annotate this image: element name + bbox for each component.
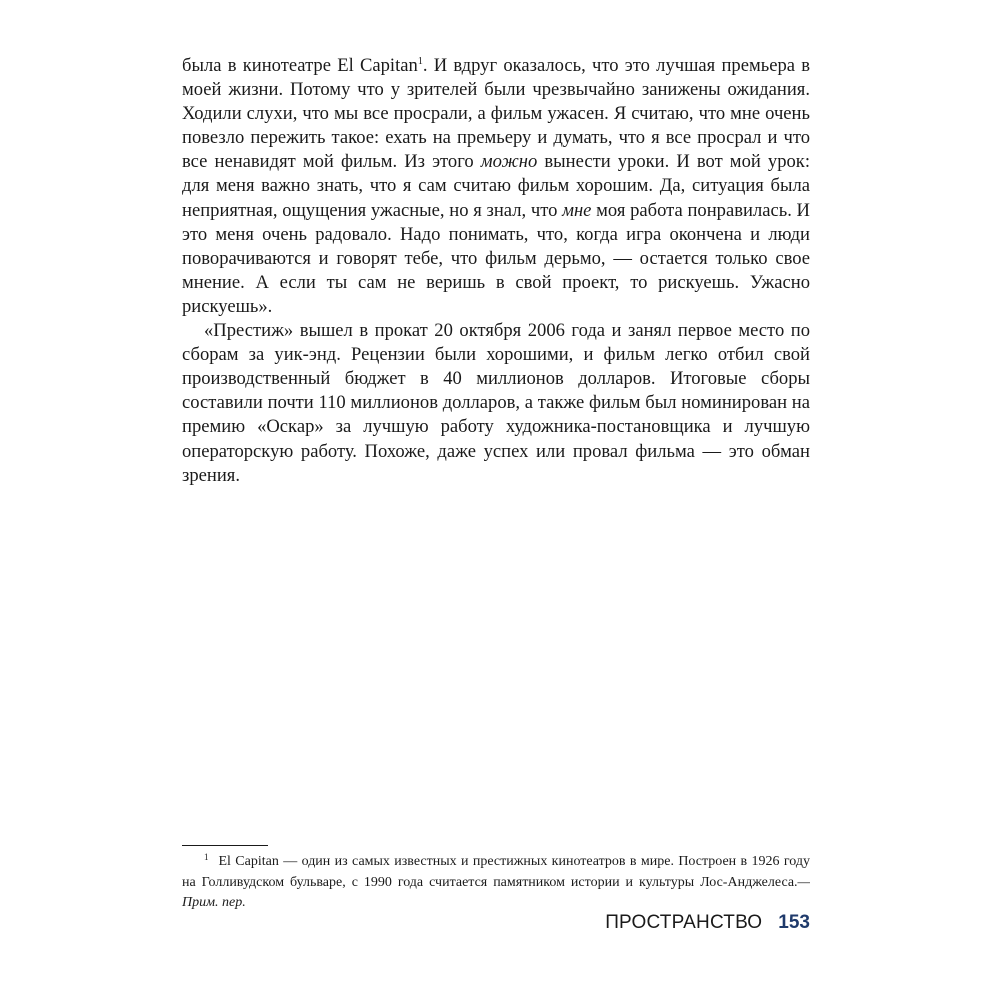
paragraph-text: моя работа понравилась. И это меня очень радовало. Надо понимать, что, когда игра окончена и люди поворачиваются и говорят тебе, что фильм дерьмо, — остается только свое мнение. А если ты сам не веришь в свой проект, то рискуешь. Ужасно рискуешь». [182,199,810,317]
body-text [182,54,810,488]
section-title: ПРОСТРАНСТВО [605,912,763,933]
translator-note-label: — Прим. пер. [182,874,810,910]
footnote-marker: 1 [204,852,209,862]
paragraph-text: . И вдруг оказалось, что это лучшая премьера в моей жизни. Потому что у зрителей были чрезвычайно занижены ожидания. Ходили слухи, что мы все просрали, а фильм ужасен. Я считаю, что мне очень повезло пережить такое: ехать на премьеру и думать, что я все просрал и что все ненавидят мой фильм. Из этого [182,55,811,173]
footnote-divider [182,845,268,846]
paragraph-text: вынести уроки. И вот мой урок: для меня важно знать, что я сам считаю фильм хорошим. Да, ситуация была неприятная, ощущения ужасные, но я знал, что [182,151,810,221]
footnote [182,852,810,914]
footnote-text: El Capitan — один из самых известных и престижных кинотеатров в мире. Построен в 1926 году на Голливудском бульваре, с 1990 года считается памятником истории и культуры Лос-Анджелеса. [182,854,810,890]
emphasized-word: мне [562,199,592,221]
emphasized-word: можно [480,151,538,173]
paragraph-continuation [182,54,810,319]
footnote-reference[interactable]: 1 [417,56,423,67]
running-footer [605,912,810,938]
paragraph-prestige-release: «Престиж» вышел в прокат 20 октября 2006 года и занял первое место по сборам за уик-энд. Рецензии были хорошими, и фильм легко отбил свой производственный бюджет в 40 миллионов долларов. Итоговые сборы составили почти 110 миллионов долларов, а также фильм был номинирован на премию «Оскар» за лучшую работу художника-постановщика и лучшую операторскую работу. Похоже, даже успех или провал фильма — это обман зрения. [182,320,810,486]
paragraph-text: была в кинотеатре El Capitan [182,55,418,76]
page-number: 153 [778,912,810,933]
